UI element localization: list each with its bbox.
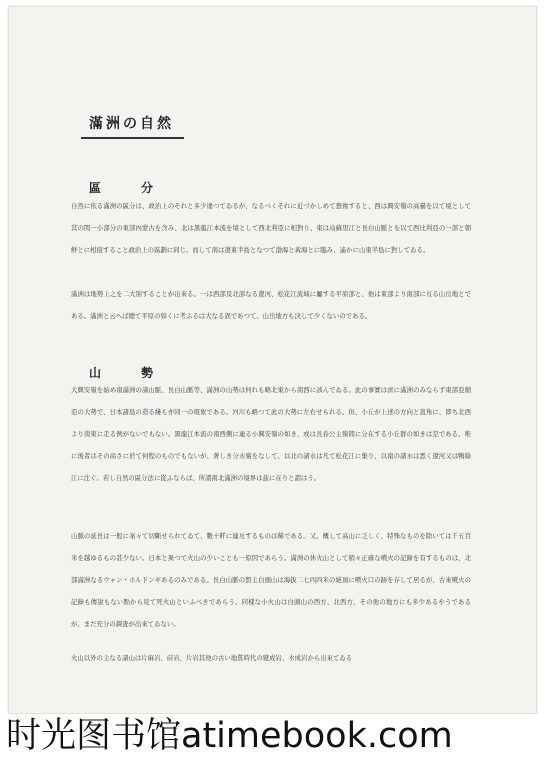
paragraph-division-2: 滿洲は地勢上之を二大別することが出來る。一は西部及北部なる遼河、松花江流域に屬する平原部と、他は東部より南部に亙る山岳地とである。滿洲と云へば總て平原の如くに考ふるは大なる誤であつて、山岳地方も決して少くないのである。 [71,290,471,320]
watermark-text: 时光图书馆atimebook.com [6,716,453,756]
page-title-block [81,113,184,139]
paragraph-division-1: 自然に依る滿洲の區分は、政治上のそれと多少違つてゐるが、なるべくそれに近づかしめて想像すると、西は興安嶺の高臺を以て境として其の間一小部分の東部內蒙古を含み、北は黑龍江本流を境として西北利亞に相對り、東は烏蘇里江と長白山脈とを以て西比利亞の一部と朝鮮とに相接すること政治上の區劃に同じ。而して南は遼東半島となつて渤海と黃海とに臨み、遙かに山東半島に對してゐる。 [71,202,471,254]
page-title: 滿洲の自然 [81,113,184,139]
paragraph-mountains-2: 山脈の延長は一般に案々て切斷せられてゐて、數十粁に連亙するものは稀である。又、概して高山に乏しく、特殊なものを除いては千五百米を越ゆるもの甚少ない。日本と異つて火山の少いことも一原因であらう。滿洲の休火山として稍々正確な噴火の記錄を有するものは、北部滿洲なるウャン・ホルドンギあるのみである。長白山脈の盟主白頭山は海拔二七四四米の絕頂に噴火口の跡を存して居るが、古來噴火の記錄も傳說もない點から見て死火山といふべきであらう。同樣な小火山は白頭山の西方、北西方、その他の地方にも多少あるやうであるが、まだ充分の調査が出來てゐない。 [71,532,471,628]
paragraph-mountains-1: 大興安嶺を始め南滿洲の諸山脈、長白山脈等、滿洲の山勢は何れも略北東から南西に該んでゐる。此の事實は啻に滿洲のみならず東部亞細亞の大勢で、日本諸島の造る綫も亦同一の現象である。河川も略つて此の大勢に左右せられる。但、小丘が上述の方向と直角に、即ち北西より南東に走る例がないでもない。黑龍江本流の南西側に連る小興安嶺の如き、或は長春公主嶺間に分在する小丘群の如きは是である。唯に後者はその高さに於て何程のものでもないが、著しき分水嶺をなして、以北の諸水は凡て松花江に集り、以南の諸水は悉く遼河又は鴨綠江に注ぐ。若し自然の區分法に從ふならば、所謂南北滿洲の境界は茲に在りと謂はう。 [71,386,471,482]
paragraph-mountains-3: 火山以外の主なる諸山は片麻岩、硅岩、片岩其他の古い地質時代の變成岩、水成岩から出來てゐる [71,654,353,662]
section-heading-mountains: 山 勢 [89,366,168,380]
document-page [8,6,537,714]
section-heading-division: 區 分 [89,181,168,195]
